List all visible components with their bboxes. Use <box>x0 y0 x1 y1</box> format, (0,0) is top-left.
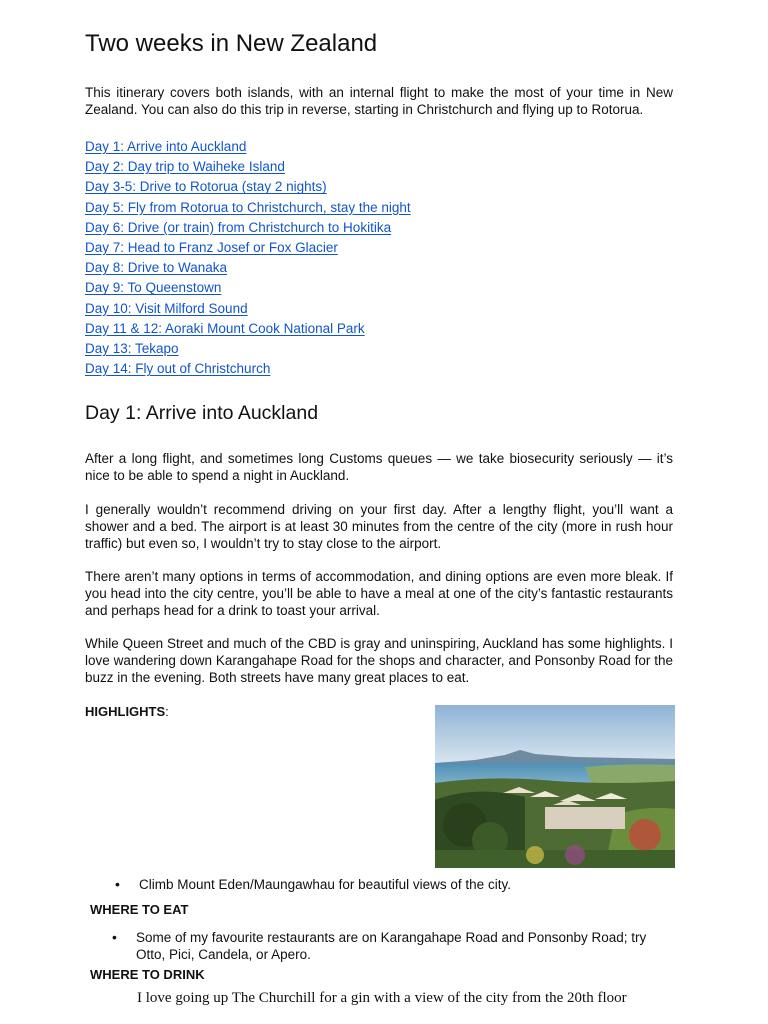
day1-paragraph: There aren’t many options in terms of accommodation, and dining options are even more bleak. If you head into the city centre, you’ll be able to have a meal at one of the city’s fantastic restaurants and perhaps head for a drink to toast your arrival. <box>85 569 673 618</box>
eat-list <box>112 929 677 963</box>
highlights-list <box>115 876 511 893</box>
toc-link-day-2[interactable]: Day 2: Day trip to Waiheke Island <box>85 159 285 175</box>
toc-link-day-8[interactable]: Day 8: Drive to Wanaka <box>85 260 228 276</box>
toc-link-day-13[interactable]: Day 13: Tekapo <box>85 340 179 356</box>
toc-item <box>85 138 411 158</box>
highlights-label-text: HIGHLIGHTS <box>85 704 166 719</box>
toc-item <box>85 360 411 380</box>
toc-link-day-10[interactable]: Day 10: Visit Milford Sound <box>85 300 248 316</box>
toc-item <box>85 219 411 239</box>
vineyard-terrace-photo <box>435 705 675 868</box>
day1-paragraph: While Queen Street and much of the CBD is gray and uninspiring, Auckland has some highlights. I love wandering down Karangahape Road for the shops and character, and Ponsonby Road for the buzz in the evening. Both streets have many great places to eat. <box>85 636 673 685</box>
highlights-label <box>85 703 169 720</box>
toc-item <box>85 199 411 219</box>
section-heading-day-1: Day 1: Arrive into Auckland <box>85 402 319 424</box>
toc-item <box>85 340 411 360</box>
table-of-contents <box>85 138 411 380</box>
toc-link-day-5[interactable]: Day 5: Fly from Rotorua to Christchurch, stay the night <box>85 199 411 215</box>
toc-item <box>85 279 411 299</box>
page-title: Two weeks in New Zealand <box>85 30 378 57</box>
where-to-drink-label: WHERE TO DRINK <box>90 967 205 982</box>
vineyard-terrace-illustration <box>435 705 675 868</box>
day1-paragraph: After a long flight, and sometimes long Customs queues — we take biosecurity seriously — it’s nice to be able to spend a night in Auckland. <box>85 451 673 483</box>
drink-paragraph: I love going up The Churchill for a gin with a view of the city from the 20th floor <box>137 990 627 1006</box>
toc-item <box>85 259 411 279</box>
toc-link-day-14[interactable]: Day 14: Fly out of Christchurch <box>85 361 271 377</box>
toc-link-day-7[interactable]: Day 7: Head to Franz Josef or Fox Glacier <box>85 239 338 255</box>
day1-paragraph: I generally wouldn’t recommend driving on your first day. After a lengthy flight, you’ll want a shower and a bed. The airport is at least 30 minutes from the centre of the city (more in rush hour traffic) but even so, I wouldn’t try to stay close to the airport. <box>85 502 673 551</box>
where-to-eat-label: WHERE TO EAT <box>90 902 189 917</box>
toc-item <box>85 239 411 259</box>
list-item: • Some of my favourite restaurants are on Karangahape Road and Ponsonby Road; try Otto, Pici, Candela, or Apero. <box>112 929 677 963</box>
toc-item <box>85 158 411 178</box>
toc-link-day-3-5[interactable]: Day 3-5: Drive to Rotorua (stay 2 nights) <box>85 179 327 195</box>
toc-item <box>85 178 411 198</box>
intro-paragraph: This itinerary covers both islands, with an internal flight to make the most of your time in New Zealand. You can also do this trip in reverse, starting in Christchurch and flying up to Rotorua. <box>85 85 673 117</box>
highlights-label-colon: : <box>165 704 169 719</box>
toc-link-day-9[interactable]: Day 9: To Queenstown <box>85 280 222 296</box>
toc-item <box>85 300 411 320</box>
list-item: • Climb Mount Eden/Maungawhau for beautiful views of the city. <box>115 876 511 893</box>
toc-link-day-11-12[interactable]: Day 11 & 12: Aoraki Mount Cook National Park <box>85 320 365 336</box>
toc-item <box>85 320 411 340</box>
toc-link-day-6[interactable]: Day 6: Drive (or train) from Christchurch to Hokitika <box>85 219 392 235</box>
toc-link-day-1[interactable]: Day 1: Arrive into Auckland <box>85 139 247 154</box>
